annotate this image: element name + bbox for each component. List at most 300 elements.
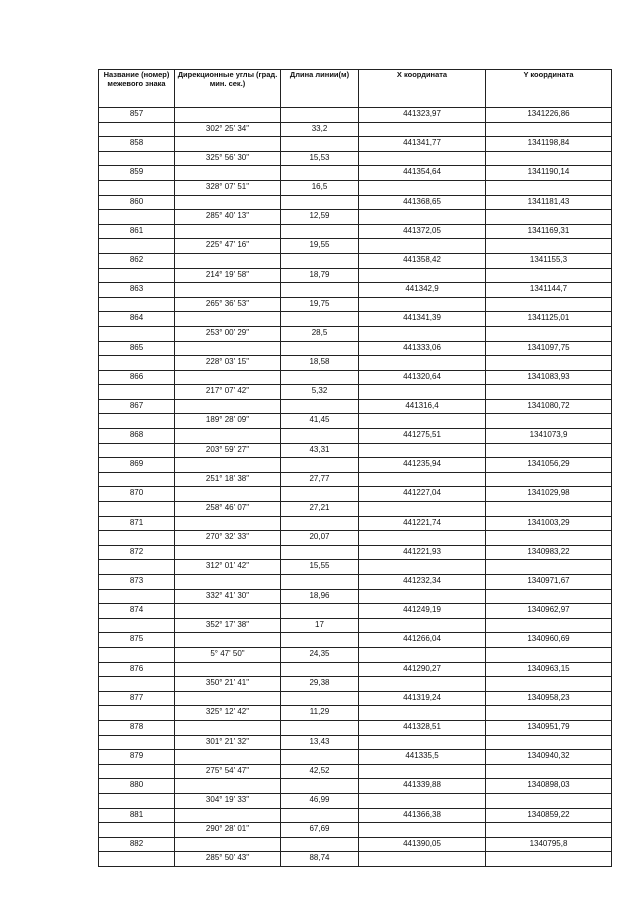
empty-cell xyxy=(99,414,175,429)
header-y-coordinate: Y координата xyxy=(486,70,612,108)
y-coordinate: 1340951,79 xyxy=(486,720,612,735)
x-coordinate: 441358,42 xyxy=(359,253,486,268)
empty-cell xyxy=(359,764,486,779)
empty-cell xyxy=(175,837,281,852)
empty-cell xyxy=(281,137,359,152)
empty-cell xyxy=(281,224,359,239)
empty-cell xyxy=(175,808,281,823)
x-coordinate: 441372,05 xyxy=(359,224,486,239)
table-row xyxy=(99,764,612,779)
empty-cell xyxy=(281,399,359,414)
empty-cell xyxy=(281,750,359,765)
y-coordinate: 1341226,86 xyxy=(486,108,612,123)
empty-cell xyxy=(175,370,281,385)
empty-cell xyxy=(281,662,359,677)
table-header-row xyxy=(99,70,612,108)
direction-angle: 290° 28' 01" xyxy=(175,823,281,838)
empty-cell xyxy=(486,647,612,662)
table-row xyxy=(99,268,612,283)
empty-cell xyxy=(359,239,486,254)
empty-cell xyxy=(359,180,486,195)
x-coordinate: 441341,39 xyxy=(359,312,486,327)
line-length: 17 xyxy=(281,618,359,633)
point-name: 876 xyxy=(99,662,175,677)
empty-cell xyxy=(99,589,175,604)
point-name: 863 xyxy=(99,283,175,298)
empty-cell xyxy=(281,283,359,298)
empty-cell xyxy=(175,312,281,327)
table-row xyxy=(99,793,612,808)
empty-cell xyxy=(486,764,612,779)
x-coordinate: 441316,4 xyxy=(359,399,486,414)
empty-cell xyxy=(99,531,175,546)
y-coordinate: 1341073,9 xyxy=(486,429,612,444)
empty-cell xyxy=(99,764,175,779)
direction-angle: 253° 00' 29" xyxy=(175,326,281,341)
empty-cell xyxy=(486,589,612,604)
y-coordinate: 1341169,31 xyxy=(486,224,612,239)
empty-cell xyxy=(486,122,612,137)
line-length: 18,58 xyxy=(281,356,359,371)
empty-cell xyxy=(99,210,175,225)
empty-cell xyxy=(486,297,612,312)
y-coordinate: 1340962,97 xyxy=(486,604,612,619)
empty-cell xyxy=(175,779,281,794)
y-coordinate: 1340940,32 xyxy=(486,750,612,765)
empty-cell xyxy=(486,268,612,283)
x-coordinate: 441333,06 xyxy=(359,341,486,356)
header-line-length: Длина линии(м) xyxy=(281,70,359,108)
empty-cell xyxy=(486,356,612,371)
line-length: 67,69 xyxy=(281,823,359,838)
table-row xyxy=(99,720,612,735)
table-row xyxy=(99,195,612,210)
line-length: 18,96 xyxy=(281,589,359,604)
direction-angle: 350° 21' 41" xyxy=(175,677,281,692)
empty-cell xyxy=(175,516,281,531)
empty-cell xyxy=(175,253,281,268)
point-name: 873 xyxy=(99,575,175,590)
line-length: 43,31 xyxy=(281,443,359,458)
x-coordinate: 441342,9 xyxy=(359,283,486,298)
empty-cell xyxy=(175,662,281,677)
empty-cell xyxy=(99,618,175,633)
line-length: 15,53 xyxy=(281,151,359,166)
y-coordinate: 1340898,03 xyxy=(486,779,612,794)
x-coordinate: 441227,04 xyxy=(359,487,486,502)
empty-cell xyxy=(281,691,359,706)
table-row xyxy=(99,458,612,473)
empty-cell xyxy=(99,502,175,517)
y-coordinate: 1341083,93 xyxy=(486,370,612,385)
table-row xyxy=(99,589,612,604)
point-name: 882 xyxy=(99,837,175,852)
table-row xyxy=(99,487,612,502)
x-coordinate: 441221,93 xyxy=(359,545,486,560)
empty-cell xyxy=(486,618,612,633)
y-coordinate: 1341003,29 xyxy=(486,516,612,531)
line-length: 24,35 xyxy=(281,647,359,662)
empty-cell xyxy=(281,429,359,444)
point-name: 870 xyxy=(99,487,175,502)
point-name: 857 xyxy=(99,108,175,123)
empty-cell xyxy=(486,706,612,721)
line-length: 11,29 xyxy=(281,706,359,721)
x-coordinate: 441354,64 xyxy=(359,166,486,181)
direction-angle: 251° 18' 38" xyxy=(175,472,281,487)
empty-cell xyxy=(175,604,281,619)
empty-cell xyxy=(281,516,359,531)
empty-cell xyxy=(486,326,612,341)
header-direction-angle: Дирекционные углы (град. мин. сек.) xyxy=(175,70,281,108)
empty-cell xyxy=(99,472,175,487)
empty-cell xyxy=(486,531,612,546)
empty-cell xyxy=(359,297,486,312)
direction-angle: 217° 07' 42" xyxy=(175,385,281,400)
empty-cell xyxy=(359,268,486,283)
table-row xyxy=(99,472,612,487)
y-coordinate: 1341097,75 xyxy=(486,341,612,356)
table-row xyxy=(99,691,612,706)
empty-cell xyxy=(99,297,175,312)
direction-angle: 258° 46' 07" xyxy=(175,502,281,517)
table-row xyxy=(99,662,612,677)
empty-cell xyxy=(359,326,486,341)
empty-cell xyxy=(99,180,175,195)
table-row xyxy=(99,414,612,429)
direction-angle: 285° 40' 13" xyxy=(175,210,281,225)
x-coordinate: 441235,94 xyxy=(359,458,486,473)
empty-cell xyxy=(281,195,359,210)
direction-angle: 352° 17' 38" xyxy=(175,618,281,633)
x-coordinate: 441341,77 xyxy=(359,137,486,152)
empty-cell xyxy=(486,239,612,254)
empty-cell xyxy=(99,677,175,692)
empty-cell xyxy=(175,458,281,473)
point-name: 871 xyxy=(99,516,175,531)
direction-angle: 270° 32' 33" xyxy=(175,531,281,546)
empty-cell xyxy=(359,122,486,137)
y-coordinate: 1340958,23 xyxy=(486,691,612,706)
empty-cell xyxy=(359,589,486,604)
table-row xyxy=(99,531,612,546)
empty-cell xyxy=(359,356,486,371)
header-point-name: Название (номер) межевого знака xyxy=(99,70,175,108)
empty-cell xyxy=(99,852,175,867)
table-row xyxy=(99,108,612,123)
table-row xyxy=(99,385,612,400)
x-coordinate: 441335,5 xyxy=(359,750,486,765)
line-length: 13,43 xyxy=(281,735,359,750)
empty-cell xyxy=(175,545,281,560)
y-coordinate: 1340963,15 xyxy=(486,662,612,677)
empty-cell xyxy=(175,341,281,356)
x-coordinate: 441339,88 xyxy=(359,779,486,794)
direction-angle: 228° 03' 15" xyxy=(175,356,281,371)
table-row xyxy=(99,283,612,298)
empty-cell xyxy=(99,706,175,721)
empty-cell xyxy=(175,691,281,706)
header-x-coordinate: X координата xyxy=(359,70,486,108)
table-row xyxy=(99,837,612,852)
line-length: 33,2 xyxy=(281,122,359,137)
table-row xyxy=(99,312,612,327)
empty-cell xyxy=(359,823,486,838)
line-length: 16,5 xyxy=(281,180,359,195)
empty-cell xyxy=(281,808,359,823)
table-row xyxy=(99,750,612,765)
point-name: 879 xyxy=(99,750,175,765)
y-coordinate: 1340795,8 xyxy=(486,837,612,852)
empty-cell xyxy=(175,283,281,298)
empty-cell xyxy=(99,443,175,458)
table-row xyxy=(99,122,612,137)
empty-cell xyxy=(175,137,281,152)
empty-cell xyxy=(359,151,486,166)
x-coordinate: 441320,64 xyxy=(359,370,486,385)
direction-angle: 312° 01' 42" xyxy=(175,560,281,575)
empty-cell xyxy=(486,385,612,400)
empty-cell xyxy=(99,823,175,838)
empty-cell xyxy=(99,326,175,341)
line-length: 28,5 xyxy=(281,326,359,341)
direction-angle: 302° 25' 34" xyxy=(175,122,281,137)
x-coordinate: 441275,51 xyxy=(359,429,486,444)
empty-cell xyxy=(175,720,281,735)
point-name: 878 xyxy=(99,720,175,735)
empty-cell xyxy=(359,793,486,808)
empty-cell xyxy=(359,560,486,575)
empty-cell xyxy=(359,647,486,662)
empty-cell xyxy=(359,706,486,721)
empty-cell xyxy=(281,370,359,385)
line-length: 27,77 xyxy=(281,472,359,487)
table-row xyxy=(99,779,612,794)
empty-cell xyxy=(359,531,486,546)
empty-cell xyxy=(281,312,359,327)
table-row xyxy=(99,677,612,692)
direction-angle: 265° 36' 53" xyxy=(175,297,281,312)
empty-cell xyxy=(486,793,612,808)
line-length: 41,45 xyxy=(281,414,359,429)
point-name: 858 xyxy=(99,137,175,152)
table-row xyxy=(99,604,612,619)
empty-cell xyxy=(99,239,175,254)
table-row xyxy=(99,166,612,181)
empty-cell xyxy=(99,793,175,808)
table-row xyxy=(99,341,612,356)
direction-angle: 301° 21' 32" xyxy=(175,735,281,750)
table-row xyxy=(99,823,612,838)
line-length: 12,59 xyxy=(281,210,359,225)
point-name: 860 xyxy=(99,195,175,210)
empty-cell xyxy=(281,166,359,181)
empty-cell xyxy=(359,210,486,225)
empty-cell xyxy=(281,604,359,619)
empty-cell xyxy=(486,502,612,517)
empty-cell xyxy=(281,458,359,473)
x-coordinate: 441368,65 xyxy=(359,195,486,210)
y-coordinate: 1341029,98 xyxy=(486,487,612,502)
empty-cell xyxy=(359,472,486,487)
empty-cell xyxy=(486,852,612,867)
table-row xyxy=(99,647,612,662)
point-name: 862 xyxy=(99,253,175,268)
boundary-coordinates-table xyxy=(98,69,612,867)
line-length: 20,07 xyxy=(281,531,359,546)
empty-cell xyxy=(281,720,359,735)
table-row xyxy=(99,137,612,152)
empty-cell xyxy=(359,443,486,458)
table-row xyxy=(99,224,612,239)
table-row xyxy=(99,706,612,721)
table-row xyxy=(99,180,612,195)
empty-cell xyxy=(486,151,612,166)
empty-cell xyxy=(486,560,612,575)
y-coordinate: 1341198,84 xyxy=(486,137,612,152)
table-row xyxy=(99,516,612,531)
direction-angle: 332° 41' 30" xyxy=(175,589,281,604)
point-name: 865 xyxy=(99,341,175,356)
empty-cell xyxy=(175,224,281,239)
line-length: 46,99 xyxy=(281,793,359,808)
line-length: 19,75 xyxy=(281,297,359,312)
x-coordinate: 441390,05 xyxy=(359,837,486,852)
point-name: 869 xyxy=(99,458,175,473)
empty-cell xyxy=(175,108,281,123)
table-body xyxy=(99,108,612,867)
empty-cell xyxy=(281,253,359,268)
empty-cell xyxy=(175,575,281,590)
direction-angle: 325° 12' 42" xyxy=(175,706,281,721)
y-coordinate: 1341155,3 xyxy=(486,253,612,268)
empty-cell xyxy=(175,195,281,210)
empty-cell xyxy=(486,472,612,487)
empty-cell xyxy=(359,677,486,692)
line-length: 19,55 xyxy=(281,239,359,254)
point-name: 867 xyxy=(99,399,175,414)
x-coordinate: 441290,27 xyxy=(359,662,486,677)
x-coordinate: 441366,38 xyxy=(359,808,486,823)
empty-cell xyxy=(99,151,175,166)
empty-cell xyxy=(175,633,281,648)
empty-cell xyxy=(281,633,359,648)
direction-angle: 189° 28' 09" xyxy=(175,414,281,429)
empty-cell xyxy=(486,677,612,692)
empty-cell xyxy=(486,735,612,750)
table-row xyxy=(99,808,612,823)
line-length: 42,52 xyxy=(281,764,359,779)
table-row xyxy=(99,326,612,341)
y-coordinate: 1340859,22 xyxy=(486,808,612,823)
table-row xyxy=(99,735,612,750)
point-name: 872 xyxy=(99,545,175,560)
table-row xyxy=(99,429,612,444)
table-row xyxy=(99,575,612,590)
empty-cell xyxy=(281,108,359,123)
empty-cell xyxy=(99,268,175,283)
y-coordinate: 1341056,29 xyxy=(486,458,612,473)
empty-cell xyxy=(359,502,486,517)
table-row xyxy=(99,356,612,371)
point-name: 881 xyxy=(99,808,175,823)
direction-angle: 225° 47' 16" xyxy=(175,239,281,254)
empty-cell xyxy=(99,735,175,750)
y-coordinate: 1341190,14 xyxy=(486,166,612,181)
table-row xyxy=(99,852,612,867)
table-row xyxy=(99,618,612,633)
line-length: 15,55 xyxy=(281,560,359,575)
point-name: 874 xyxy=(99,604,175,619)
point-name: 861 xyxy=(99,224,175,239)
empty-cell xyxy=(281,837,359,852)
table-row xyxy=(99,502,612,517)
x-coordinate: 441249,19 xyxy=(359,604,486,619)
y-coordinate: 1340960,69 xyxy=(486,633,612,648)
direction-angle: 214° 19' 58" xyxy=(175,268,281,283)
point-name: 877 xyxy=(99,691,175,706)
direction-angle: 275° 54' 47" xyxy=(175,764,281,779)
empty-cell xyxy=(281,487,359,502)
point-name: 866 xyxy=(99,370,175,385)
empty-cell xyxy=(281,341,359,356)
y-coordinate: 1341181,43 xyxy=(486,195,612,210)
empty-cell xyxy=(359,385,486,400)
line-length: 27,21 xyxy=(281,502,359,517)
y-coordinate: 1341080,72 xyxy=(486,399,612,414)
y-coordinate: 1341144,7 xyxy=(486,283,612,298)
table-row xyxy=(99,443,612,458)
empty-cell xyxy=(99,647,175,662)
empty-cell xyxy=(175,487,281,502)
line-length: 18,79 xyxy=(281,268,359,283)
empty-cell xyxy=(359,852,486,867)
empty-cell xyxy=(486,180,612,195)
empty-cell xyxy=(486,823,612,838)
empty-cell xyxy=(99,356,175,371)
table-row xyxy=(99,151,612,166)
y-coordinate: 1340971,67 xyxy=(486,575,612,590)
table-row xyxy=(99,239,612,254)
x-coordinate: 441232,34 xyxy=(359,575,486,590)
direction-angle: 304° 19' 33" xyxy=(175,793,281,808)
empty-cell xyxy=(486,210,612,225)
point-name: 875 xyxy=(99,633,175,648)
line-length: 5,32 xyxy=(281,385,359,400)
x-coordinate: 441221,74 xyxy=(359,516,486,531)
point-name: 859 xyxy=(99,166,175,181)
x-coordinate: 441266,04 xyxy=(359,633,486,648)
direction-angle: 285° 50' 43" xyxy=(175,852,281,867)
y-coordinate: 1341125,01 xyxy=(486,312,612,327)
table-row xyxy=(99,399,612,414)
empty-cell xyxy=(175,399,281,414)
y-coordinate: 1340983,22 xyxy=(486,545,612,560)
table-row xyxy=(99,545,612,560)
empty-cell xyxy=(99,122,175,137)
point-name: 880 xyxy=(99,779,175,794)
line-length: 88,74 xyxy=(281,852,359,867)
table-row xyxy=(99,370,612,385)
empty-cell xyxy=(359,618,486,633)
direction-angle: 328° 07' 51" xyxy=(175,180,281,195)
empty-cell xyxy=(99,560,175,575)
empty-cell xyxy=(281,545,359,560)
table-row xyxy=(99,253,612,268)
empty-cell xyxy=(359,414,486,429)
point-name: 868 xyxy=(99,429,175,444)
direction-angle: 325° 56' 30" xyxy=(175,151,281,166)
